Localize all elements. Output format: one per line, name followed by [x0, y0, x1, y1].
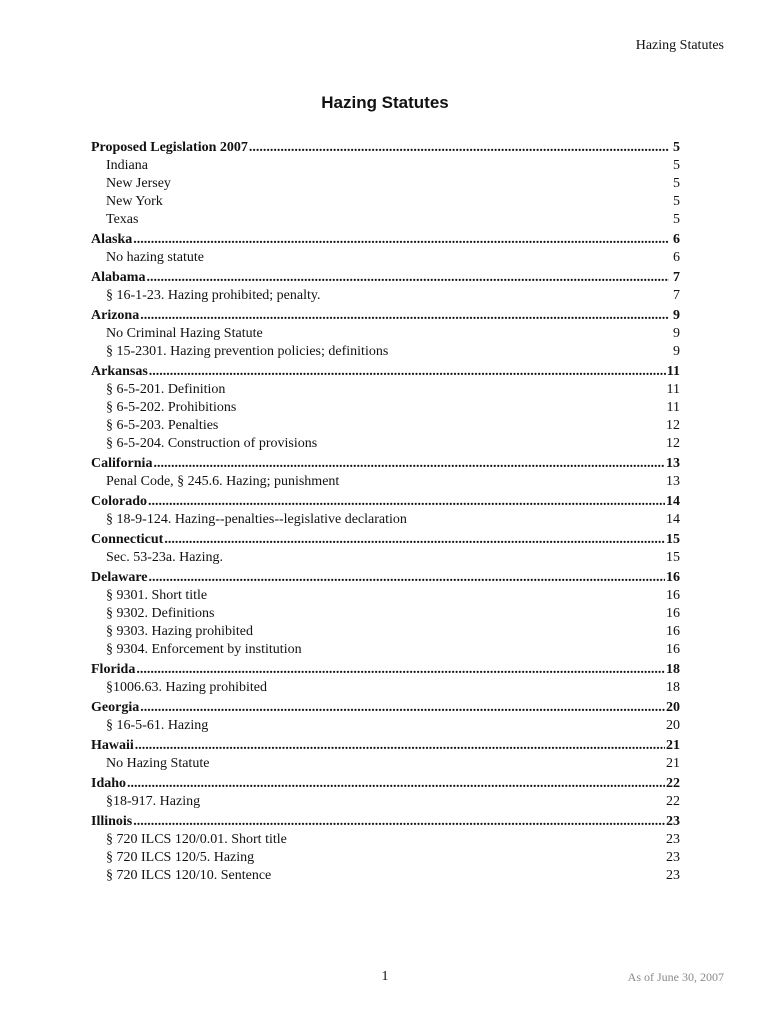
toc-entry-label: § 6-5-201. Definition: [106, 382, 226, 397]
toc-entry-row[interactable]: [91, 641, 680, 659]
toc-entry-page: 16: [666, 642, 680, 657]
toc-heading-row[interactable]: [91, 531, 680, 549]
toc-heading-page: 14: [666, 494, 680, 509]
toc-entry-label: No hazing statute: [106, 250, 204, 265]
toc-entry-page: 5: [673, 158, 680, 173]
toc-entry-label: § 9301. Short title: [106, 588, 208, 603]
toc-heading-page: 16: [666, 570, 680, 585]
toc-section: [91, 363, 680, 453]
toc-heading-label: Georgia: [91, 700, 140, 715]
toc-heading-label: Illinois: [91, 814, 133, 829]
toc-heading-page: 21: [666, 738, 680, 753]
toc-entry-row[interactable]: [91, 435, 680, 453]
toc-entry-row[interactable]: [91, 679, 680, 697]
toc-heading-page: 15: [666, 532, 680, 547]
toc-entry-label: No Criminal Hazing Statute: [106, 326, 263, 341]
toc-entry-row[interactable]: [91, 193, 680, 211]
toc-entry-row[interactable]: [91, 287, 680, 305]
toc-entry-page: 13: [666, 474, 680, 489]
toc-heading-label: Alaska: [91, 232, 133, 247]
page-title: Hazing Statutes: [321, 93, 449, 112]
toc-heading-label: California: [91, 456, 153, 471]
toc-entry-row[interactable]: [91, 831, 680, 849]
toc-entry-page: 11: [666, 382, 680, 397]
toc-entry-page: 9: [673, 326, 680, 341]
toc-entry-page: 21: [666, 756, 680, 771]
toc-heading-page: 6: [673, 232, 680, 247]
toc-section: [91, 531, 680, 567]
toc-heading-label: Colorado: [91, 494, 147, 509]
toc-entry-row[interactable]: [91, 605, 680, 623]
toc-entry-label: New York: [106, 194, 163, 209]
toc-entry-label: § 9304. Enforcement by institution: [106, 642, 302, 657]
toc-entry-label: Texas: [106, 212, 139, 227]
toc-entry-row[interactable]: [91, 417, 680, 435]
toc-entry-row[interactable]: [91, 755, 680, 773]
toc-entry-row[interactable]: [91, 211, 680, 229]
toc-heading-page: 20: [666, 700, 680, 715]
dot-leader: [153, 455, 665, 473]
toc-section: [91, 813, 680, 885]
toc-heading-label: Hawaii: [91, 738, 134, 753]
toc-entry-row[interactable]: [91, 399, 680, 417]
toc-heading-row[interactable]: [91, 269, 680, 287]
toc-heading-label: Alabama: [91, 270, 146, 285]
toc-entry-label: § 6-5-202. Prohibitions: [106, 400, 237, 415]
dot-leader: [127, 775, 665, 793]
toc-heading-label: Connecticut: [91, 532, 164, 547]
toc-entry-row[interactable]: [91, 793, 680, 811]
toc-section: [91, 699, 680, 735]
toc-entry-page: 6: [673, 250, 680, 265]
toc-entry-page: 23: [666, 868, 680, 883]
toc-heading-row[interactable]: [91, 775, 680, 793]
dot-leader: [149, 363, 666, 381]
toc-entry-page: 12: [666, 418, 680, 433]
toc-entry-row[interactable]: [91, 717, 680, 735]
toc-entry-label: § 9302. Definitions: [106, 606, 215, 621]
toc-heading-page: 7: [673, 270, 680, 285]
toc-entry-label: Penal Code, § 245.6. Hazing; punishment: [106, 474, 340, 489]
toc-heading-page: 18: [666, 662, 680, 677]
toc-heading-label: Delaware: [91, 570, 148, 585]
dot-leader: [140, 699, 665, 717]
toc-section: [91, 455, 680, 491]
running-header: Hazing Statutes: [635, 38, 724, 53]
toc-section: [91, 737, 680, 773]
dot-leader: [133, 813, 665, 831]
toc-heading-page: 5: [673, 140, 680, 155]
toc-heading-label: Proposed Legislation 2007: [91, 140, 248, 155]
toc-section: [91, 139, 680, 229]
toc-entry-label: § 9303. Hazing prohibited: [106, 624, 253, 639]
toc-entry-row[interactable]: [91, 157, 680, 175]
table-of-contents: [91, 139, 680, 887]
toc-heading-page: 11: [666, 364, 680, 379]
toc-entry-page: 5: [673, 176, 680, 191]
toc-section: [91, 661, 680, 697]
toc-heading-row[interactable]: [91, 569, 680, 587]
footer-page-number: 1: [381, 969, 389, 984]
toc-heading-row[interactable]: [91, 661, 680, 679]
toc-section: [91, 775, 680, 811]
toc-entry-label: § 720 ILCS 120/0.01. Short title: [106, 832, 287, 847]
toc-entry-label: New Jersey: [106, 176, 171, 191]
toc-heading-page: 13: [666, 456, 680, 471]
toc-entry-page: 11: [666, 400, 680, 415]
toc-section: [91, 269, 680, 305]
toc-entry-page: 23: [666, 850, 680, 865]
toc-entry-label: § 16-5-61. Hazing: [106, 718, 209, 733]
toc-heading-label: Arkansas: [91, 364, 148, 379]
toc-heading-page: 9: [673, 308, 680, 323]
toc-entry-row[interactable]: [91, 587, 680, 605]
toc-heading-row[interactable]: [91, 139, 680, 157]
toc-heading-row[interactable]: [91, 813, 680, 831]
toc-heading-label: Florida: [91, 662, 136, 677]
toc-entry-page: 14: [666, 512, 680, 527]
dot-leader: [136, 661, 665, 679]
toc-entry-label: § 16-1-23. Hazing prohibited; penalty.: [106, 288, 321, 303]
toc-entry-page: 15: [666, 550, 680, 565]
toc-section: [91, 307, 680, 361]
toc-entry-row[interactable]: [91, 849, 680, 867]
toc-entry-label: No Hazing Statute: [106, 756, 210, 771]
toc-heading-row[interactable]: [91, 307, 680, 325]
dot-leader: [149, 569, 666, 587]
toc-entry-page: 9: [673, 344, 680, 359]
toc-entry-label: § 720 ILCS 120/5. Hazing: [106, 850, 255, 865]
dot-leader: [135, 737, 665, 755]
dot-leader: [133, 231, 669, 249]
toc-entry-row[interactable]: [91, 623, 680, 641]
toc-entry-page: 7: [673, 288, 680, 303]
toc-entry-page: 16: [666, 588, 680, 603]
dot-leader: [249, 139, 669, 157]
toc-entry-row[interactable]: [91, 473, 680, 491]
toc-entry-page: 5: [673, 194, 680, 209]
toc-entry-row[interactable]: [91, 249, 680, 267]
toc-section: [91, 231, 680, 267]
toc-entry-label: § 6-5-204. Construction of provisions: [106, 436, 318, 451]
toc-section: [91, 493, 680, 529]
toc-entry-page: 16: [666, 606, 680, 621]
toc-entry-label: Sec. 53-23a. Hazing.: [106, 550, 224, 565]
toc-heading-row[interactable]: [91, 363, 680, 381]
toc-heading-row[interactable]: [91, 699, 680, 717]
toc-heading-row[interactable]: [91, 493, 680, 511]
toc-entry-page: 16: [666, 624, 680, 639]
toc-section: [91, 569, 680, 659]
dot-leader: [164, 531, 665, 549]
toc-entry-label: §1006.63. Hazing prohibited: [106, 680, 267, 695]
toc-entry-row[interactable]: [91, 549, 680, 567]
toc-entry-row[interactable]: [91, 325, 680, 343]
toc-entry-page: 20: [666, 718, 680, 733]
toc-entry-label: §18-917. Hazing: [106, 794, 201, 809]
toc-entry-page: 12: [666, 436, 680, 451]
toc-heading-row[interactable]: [91, 737, 680, 755]
toc-entry-row[interactable]: [91, 175, 680, 193]
toc-entry-page: 18: [666, 680, 680, 695]
toc-heading-page: 23: [666, 814, 680, 829]
toc-entry-row[interactable]: [91, 343, 680, 361]
dot-leader: [140, 307, 669, 325]
footer-as-of-date: As of June 30, 2007: [627, 970, 724, 984]
toc-entry-row[interactable]: [91, 381, 680, 399]
toc-entry-page: 22: [666, 794, 680, 809]
toc-entry-page: 23: [666, 832, 680, 847]
toc-entry-label: § 720 ILCS 120/10. Sentence: [106, 868, 272, 883]
toc-entry-row[interactable]: [91, 511, 680, 529]
dot-leader: [148, 493, 665, 511]
toc-entry-label: § 18-9-124. Hazing--penalties--legislative declaration: [106, 512, 407, 527]
toc-heading-row[interactable]: [91, 231, 680, 249]
toc-entry-label: § 6-5-203. Penalties: [106, 418, 219, 433]
toc-heading-label: Idaho: [91, 776, 127, 791]
toc-heading-label: Arizona: [91, 308, 140, 323]
toc-entry-page: 5: [673, 212, 680, 227]
toc-entry-label: Indiana: [106, 158, 148, 173]
toc-heading-row[interactable]: [91, 455, 680, 473]
toc-heading-page: 22: [666, 776, 680, 791]
dot-leader: [146, 269, 669, 287]
toc-entry-row[interactable]: [91, 867, 680, 885]
toc-entry-label: § 15-2301. Hazing prevention policies; definitions: [106, 344, 389, 359]
